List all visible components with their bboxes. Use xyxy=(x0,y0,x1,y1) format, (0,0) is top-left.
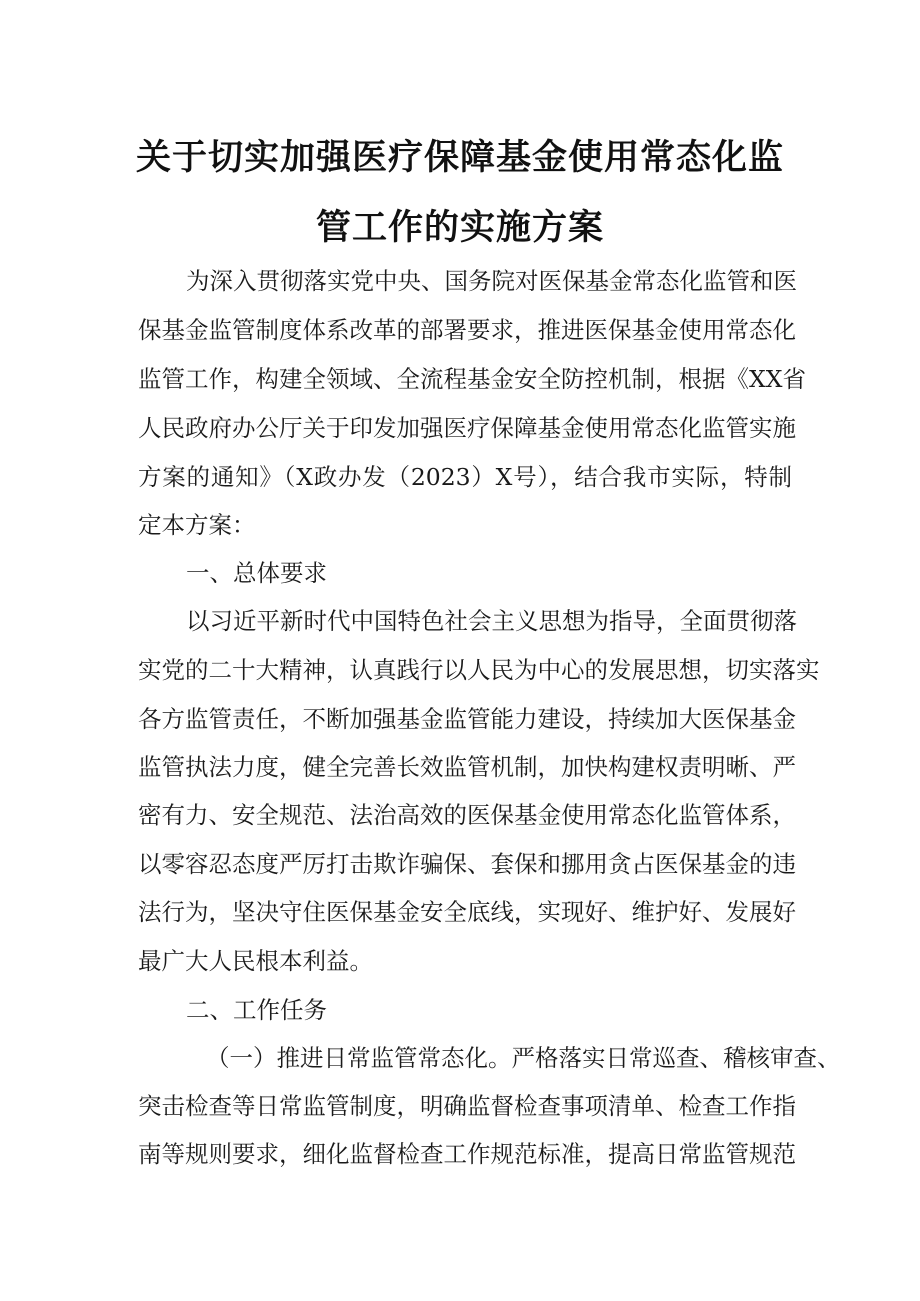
paragraph-line: 保基金监管制度体系改革的部署要求，推进医保基金使用常态化 xyxy=(138,316,796,344)
paragraph-line: 南等规则要求，细化监督检查工作规范标准，提高日常监管规范 xyxy=(138,1140,796,1168)
paragraph-line: 监管执法力度，健全完善长效监管机制，加快构建权责明晰、严 xyxy=(138,753,796,781)
paragraph-line: 定本方案： xyxy=(138,511,256,539)
section-heading: 一、总体要求 xyxy=(186,559,327,587)
paragraph-line: 密有力、安全规范、法治高效的医保基金使用常态化监管体系， xyxy=(138,801,796,829)
section-heading: 二、工作任务 xyxy=(186,996,327,1024)
document-title-line-2: 管工作的实施方案 xyxy=(315,208,604,248)
paragraph-line: 人民政府办公厅关于印发加强医疗保障基金使用常态化监管实施 xyxy=(138,414,796,442)
paragraph-line: 以零容忍态度严厉打击欺诈骗保、套保和挪用贪占医保基金的违 xyxy=(138,850,796,878)
paragraph-line: 突击检查等日常监管制度，明确监督检查事项清单、检查工作指 xyxy=(138,1092,796,1120)
paragraph-line: 法行为，坚决守住医保基金安全底线，实现好、维护好、发展好 xyxy=(138,898,796,926)
paragraph-line: 以习近平新时代中国特色社会主义思想为指导，全面贯彻落 xyxy=(186,607,797,635)
document-title-line-1: 关于切实加强医疗保障基金使用常态化监 xyxy=(135,138,784,178)
paragraph-line: （一）推进日常监管常态化。严格落实日常巡查、稽核审查、 xyxy=(206,1044,841,1072)
paragraph-line: 为深入贯彻落实党中央、国务院对医保基金常态化监管和医 xyxy=(186,267,797,295)
paragraph-line: 最广大人民根本利益。 xyxy=(138,947,373,975)
paragraph-line: 各方监管责任，不断加强基金监管能力建设，持续加大医保基金 xyxy=(138,705,796,733)
paragraph-line: 监管工作，构建全领域、全流程基金安全防控机制，根据《XX省 xyxy=(138,365,806,393)
paragraph-line: 实党的二十大精神，认真践行以人民为中心的发展思想，切实落实 xyxy=(138,656,820,684)
paragraph-line: 方案的通知》（X政办发（2023）X号），结合我市实际，特制 xyxy=(138,463,792,491)
